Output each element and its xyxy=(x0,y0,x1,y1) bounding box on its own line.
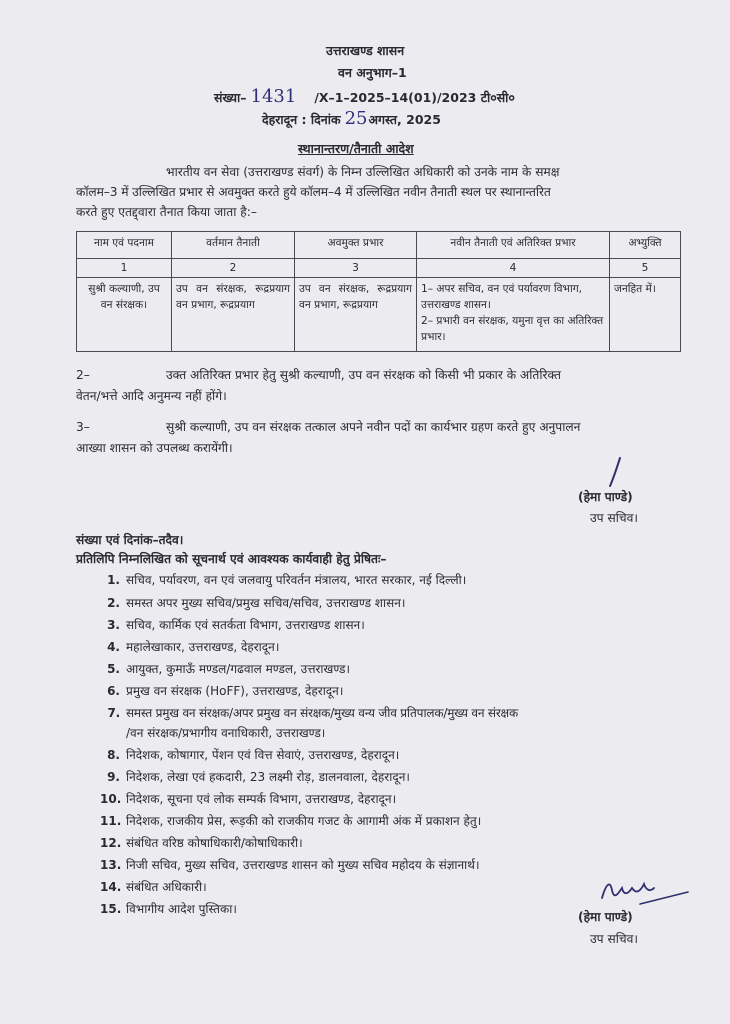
cell-new-posting xyxy=(417,278,610,352)
header-new-posting: नवीन तैनाती एवं अतिरिक्त प्रभार xyxy=(417,232,610,259)
intro-line-1: भारतीय वन सेवा (उत्तराखण्ड संवर्ग) के निम्न उल्लिखित अधिकारी को उनके नाम के समक्ष xyxy=(166,165,560,179)
intro-line-3: करते हुए एतद्द्वारा तैनात किया जाता है:– xyxy=(76,205,257,219)
list-item-continuation: /वन संरक्षक/प्रभागीय वनाधिकारी, उत्तराखण्ड। xyxy=(126,726,326,740)
date-prefix: देहरादून : दिनांक xyxy=(262,112,341,127)
copy-heading: प्रतिलिपि निम्नलिखित को सूचनार्थ एवं आवश्यक कार्यवाही हेतु प्रेषितः– xyxy=(76,552,387,566)
cell-relieved: उप वन संरक्षक, रूद्रप्रयाग वन प्रभाग, रूद्रप्रयाग xyxy=(295,278,417,352)
order-number xyxy=(214,86,515,107)
list-item: 6. प्रमुख वन संरक्षक (HoFF), उत्तराखण्ड, देहरादून। xyxy=(107,684,344,698)
handwritten-signature xyxy=(596,874,692,910)
list-item: 3. सचिव, कार्मिक एवं सतर्कता विभाग, उत्तराखण्ड शासन। xyxy=(107,618,365,632)
para3-line-1: सुश्री कल्याणी, उप वन संरक्षक तत्काल अपने नवीन पदों का कार्यभार ग्रहण करते हुए अनुपालन xyxy=(166,420,581,434)
para2-line-1: उक्त अतिरिक्त प्रभार हेतु सुश्री कल्याणी, उप वन संरक्षक को किसी भी प्रकार के अतिरिक्त xyxy=(166,368,561,382)
list-item: 14. संबंधित अधिकारी। xyxy=(100,880,207,894)
date-suffix: अगस्त, 2025 xyxy=(368,112,441,127)
header-relieved: अवमुक्त प्रभार xyxy=(295,232,417,259)
list-item: 1. सचिव, पर्यावरण, वन एवं जलवायु परिवर्तन मंत्रालय, भारत सरकार, नई दिल्ली। xyxy=(107,573,467,587)
header-current: वर्तमान तैनाती xyxy=(172,232,295,259)
table-number-row xyxy=(77,259,681,278)
signatory-title: उप सचिव। xyxy=(590,511,639,525)
col-number: 4 xyxy=(417,259,610,278)
list-item: 8. निदेशक, कोषागार, पेंशन एवं वित्त सेवाएं, उत्तराखण्ड, देहरादून। xyxy=(107,748,400,762)
col-number: 2 xyxy=(172,259,295,278)
subject-heading: स्थानान्तरण/तैनाती आदेश xyxy=(298,141,414,156)
para2-number: 2– xyxy=(76,368,90,382)
number-label: संख्या– xyxy=(214,90,247,105)
cell-remark: जनहित में। xyxy=(610,278,681,352)
signature-mark xyxy=(606,455,626,489)
list-item: 10. निदेशक, सूचना एवं लोक सम्पर्क विभाग, उत्तराखण्ड, देहरादून। xyxy=(100,792,397,806)
section-heading: वन अनुभाग–1 xyxy=(338,65,407,80)
list-item: 5. आयुक्त, कुमाऊँ मण्डल/गढवाल मण्डल, उत्तराखण्ड। xyxy=(107,662,351,676)
col-number: 5 xyxy=(610,259,681,278)
new-posting-2: 2– प्रभारी वन संरक्षक, यमुना वृत्त का अतिरिक्त प्रभार। xyxy=(421,315,604,343)
number-rest: /X–1–2025–14(01)/2023 टी०सी० xyxy=(314,90,515,105)
handwritten-date: 25 xyxy=(344,108,368,129)
para2-line-2: वेतन/भत्ते आदि अनुमन्य नहीं होंगे। xyxy=(76,389,227,403)
header-remark: अभ्युक्ति xyxy=(610,232,681,259)
cell-current: उप वन संरक्षक, रूद्रप्रयाग वन प्रभाग, रूद्रप्रयाग xyxy=(172,278,295,352)
list-item: 13. निजी सचिव, मुख्य सचिव, उत्तराखण्ड शासन को मुख्य सचिव महोदय के संज्ञानार्थ। xyxy=(100,858,480,872)
signatory-title-2: उप सचिव। xyxy=(590,932,639,946)
handwritten-number: 1431 xyxy=(250,86,297,107)
list-item: 2. समस्त अपर मुख्य सचिव/प्रमुख सचिव/सचिव, उत्तराखण्ड शासन। xyxy=(107,596,406,610)
govt-heading: उत्तराखण्ड शासन xyxy=(326,43,405,58)
order-date xyxy=(262,108,441,129)
signatory-name-2: (हेमा पाण्डे) xyxy=(578,910,633,924)
list-item: 9. निदेशक, लेखा एवं हकदारी, 23 लक्ष्मी रोड़, डालनवाला, देहरादून। xyxy=(107,770,410,784)
col-number: 3 xyxy=(295,259,417,278)
intro-line-2: कॉलम–3 में उल्लिखित प्रभार से अवमुक्त करते हुये कॉलम–4 में उल्लिखित नवीन तैनाती स्थल पर स्थानान्तरित xyxy=(76,185,551,199)
list-item: 4. महालेखाकार, उत्तराखण्ड, देहरादून। xyxy=(107,640,280,654)
para3-line-2: आख्या शासन को उपलब्ध करायेंगी। xyxy=(76,441,233,455)
cell-name: सुश्री कल्याणी, उप वन संरक्षक। xyxy=(77,278,172,352)
signatory-name: (हेमा पाण्डे) xyxy=(578,490,633,504)
para3-number: 3– xyxy=(76,420,90,434)
header-name: नाम एवं पदनाम xyxy=(77,232,172,259)
list-item: 15. विभागीय आदेश पुस्तिका। xyxy=(100,902,237,916)
transfer-table xyxy=(76,231,681,352)
copy-ref: संख्या एवं दिनांक–तदैव। xyxy=(76,533,184,547)
list-item: 11. निदेशक, राजकीय प्रेस, रूड़की को राजकीय गजट के आगामी अंक में प्रकाशन हेतु। xyxy=(100,814,482,828)
col-number: 1 xyxy=(77,259,172,278)
list-item: 7. समस्त प्रमुख वन संरक्षक/अपर प्रमुख वन संरक्षक/मुख्य वन्य जीव प्रतिपालक/मुख्य वन संरक्षक xyxy=(107,706,518,720)
table-row xyxy=(77,278,681,352)
table-header-row xyxy=(77,232,681,259)
new-posting-1: 1– अपर सचिव, वन एवं पर्यावरण विभाग, उत्तराखण्ड शासन। xyxy=(421,283,583,311)
list-item: 12. संबंधित वरिष्ठ कोषाधिकारी/कोषाधिकारी। xyxy=(100,836,303,850)
